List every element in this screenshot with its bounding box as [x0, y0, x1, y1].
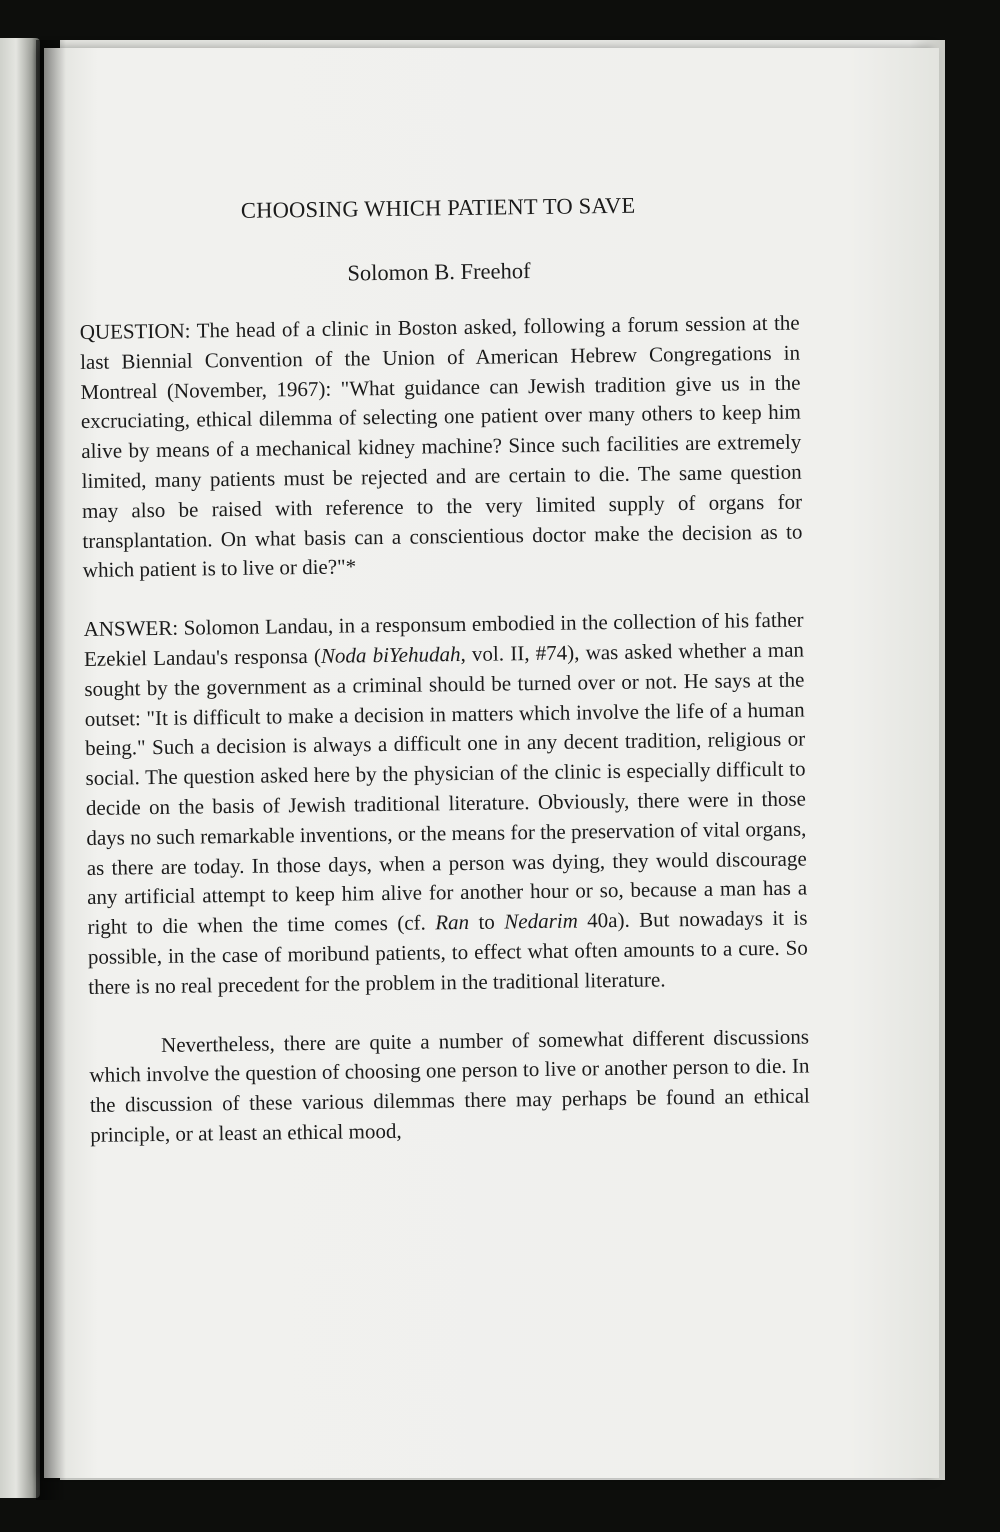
page-text [78, 191, 811, 1180]
answer-text-2: , vol. II, #74), was asked whether a man sought by the government as a criminal should be turned over or not. He says at the outset: "It is difficult to make a decision in matters which involve the life of a human being." Such a decision is always a difficult one in any decent tradition, religious or social. The question asked here by the physician of the clinic is especially difficult to decide on the basis of Jewish traditional literature. Obviously, there were in those days no such remarkable inventions, or the means for the preservation of vital organs, as there are today. In those days, when a person was dying, they would discourage any artificial attempt to keep him alive for another hour or so, because a man has a right to die when the time comes (cf. [84, 637, 808, 940]
facing-page-edge [0, 38, 40, 1498]
nedarim-citation: Nedarim [504, 908, 578, 934]
answer-text-1: Solomon Landau, in a responsum embodied in the collection of his father Ezekiel Landau's responsa ( [83, 607, 804, 671]
author-name: Solomon B. Freehof [347, 258, 531, 286]
answer-paragraph [83, 606, 808, 1003]
question-paragraph [80, 309, 803, 587]
gutter-shadow [36, 40, 66, 1500]
answer-text-4: 40a). But nowadays it is possible, in the case of moribund patients, to effect what often amounts to a cure. So there is no real precedent for the problem in the traditional literature. [87, 905, 809, 999]
source-title: Noda biYehudah [320, 642, 461, 668]
question-label: QUESTION: [79, 318, 191, 344]
ran-citation: Ran [435, 910, 470, 935]
answer-text-3: to [468, 909, 505, 935]
answer-label: ANSWER: [83, 615, 179, 642]
question-text: The head of a clinic in Boston asked, following a forum session at the last Biennial Convention of the Union of American Hebrew Congregations in Montreal (November, 1967): "What guidance can Jewish tradition give us in the excruciating, ethical dilemma of selecting one patient over many others to keep him alive by means of a mechanical kidney machine? Since such facilities are extremely limited, many patients must be rejected and are certain to die. The same question may also be raised with reference to the very limited supply of organs for transplantation. On what basis can a conscientious doctor make the decision as to which patient is to live or die?"* [79, 310, 803, 583]
continuation-paragraph: Nevertheless, there are quite a number of somewhat different discussions which involve the question of choosing one person to live or another person to die. In the discussion of these various dilemmas there may perhaps be found an ethical principle, or at least an ethical mood, [89, 1024, 810, 1147]
article-title: CHOOSING WHICH PATIENT TO SAVE [240, 192, 636, 223]
